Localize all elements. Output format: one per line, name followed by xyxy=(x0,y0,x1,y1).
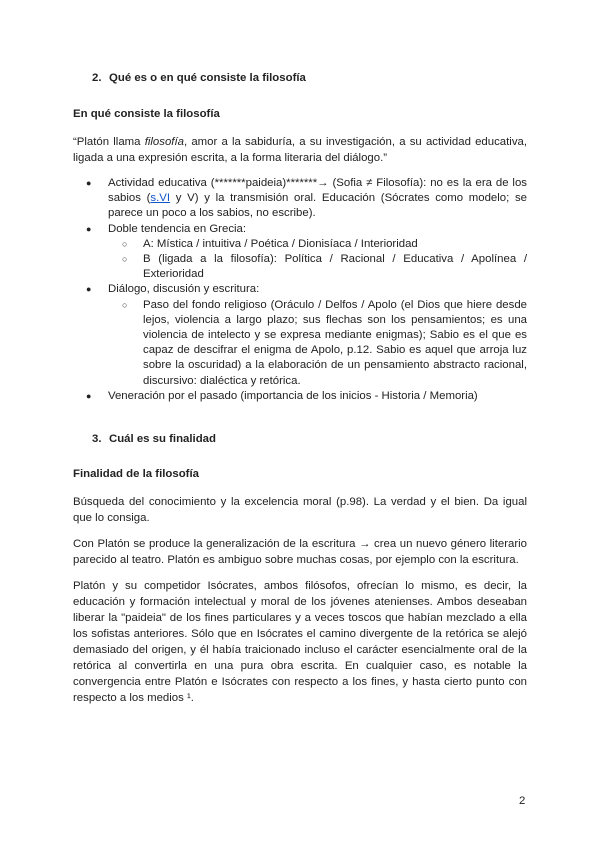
paragraph-busqueda: Búsqueda del conocimiento y la excelencia moral (p.98). La verdad y el bien. Da igual que lo consiga. xyxy=(73,496,527,524)
sub-bullet-fondo-religioso: ○ Paso del fondo religioso (Oráculo / Delfos / Apolo (el Dios que hiere desde lejos, violencia a largo plazo; sus flechas son los pensamientos; es una violencia de intelecto y se expresa mediante enigmas); Sabio es el que es capaz de descifrar el enigma de Apolo, p.12. Sabio es aquel que arroja luz sobre la oscuridad) a la elaboración de un pensamiento abstracto racional, discursivo: dialéctica y retórica. xyxy=(108,298,527,389)
bullet-item-veneracion: ● Veneración por el pasado (importancia de los inicios - Historia / Memoria) xyxy=(73,389,527,404)
bullet-item-doble-tendencia xyxy=(73,222,527,283)
subsection-heading-en-que-consiste: En qué consiste la filosofía xyxy=(73,108,220,120)
bullet-1-after: y V) y la transmisión oral. Educación (Sócrates como modelo; se parece un poco a los sabios, no escribe). xyxy=(108,192,528,220)
subsection-heading-finalidad: Finalidad de la filosofía xyxy=(73,468,199,480)
plato-quote xyxy=(73,134,527,166)
bullet-item-educativa xyxy=(73,176,527,222)
page-number: 2 xyxy=(519,795,526,807)
section-3-number: 3. xyxy=(92,433,102,445)
section-2-heading xyxy=(73,70,527,86)
bullet-list xyxy=(73,176,527,404)
bullet-3-text: Diálogo, discusión y escritura: xyxy=(108,283,260,296)
bullet-1-before: Actividad educativa (*******paideia)*******→ (Sofia ≠ Filosofía): no es la era de los sabios ( xyxy=(108,177,527,205)
section-2-number: 2. xyxy=(92,72,102,84)
quote-after: , amor a la sabiduría, a su investigación, a su actividad educativa, ligada a una expresión escrita, a la forma literaria del diálogo.” xyxy=(73,136,528,164)
quote-before: “Platón llama xyxy=(73,136,145,148)
bullet-2-text: Doble tendencia en Grecia: xyxy=(108,222,247,235)
section-3-title: Cuál es su finalidad xyxy=(109,433,216,445)
section-3-heading xyxy=(73,431,527,447)
quote-italic: filosofía xyxy=(144,136,184,148)
bullet-item-dialogo xyxy=(73,282,527,388)
section-2-title: Qué es o en qué consiste la filosofía xyxy=(109,72,306,84)
paragraph-escritura: Con Platón se produce la generalización de la escritura → crea un nuevo género literario parecido al teatro. Platón es ambiguo sobre muchas cosas, por ejemplo con la escritura. xyxy=(73,538,527,566)
paragraph-isocrates: Platón y su competidor Isócrates, ambos filósofos, ofrecían lo mismo, es decir, la educación y formación intelectual y moral de los jóvenes atenienses. Ambos deseaban liberar la "paideia" de los fines particulares y a veces toscos que habían mezclado a ella los sofistas anteriores. Sólo que en Isócrates el camino divergente de la retórica se alejó demasiado del origen, y él había traicionado incluso el carácter esencialmente oral de la retórica al convertirla en una pura obra escrita. En cualquier caso, es notable la convergencia entre Platón e Isócrates con respecto a los fines, y hasta cierto punto con respecto a los medios ¹. xyxy=(73,580,527,704)
sub-bullet-tendencia-a: ○ A: Mística / intuitiva / Poética / Dionisíaca / Interioridad xyxy=(108,237,527,252)
sVI-link[interactable]: s.VI xyxy=(150,192,171,205)
sub-bullet-tendencia-b: ○ B (ligada a la filosofía): Política / Racional / Educativa / Apolínea / Exterioridad xyxy=(108,252,527,282)
